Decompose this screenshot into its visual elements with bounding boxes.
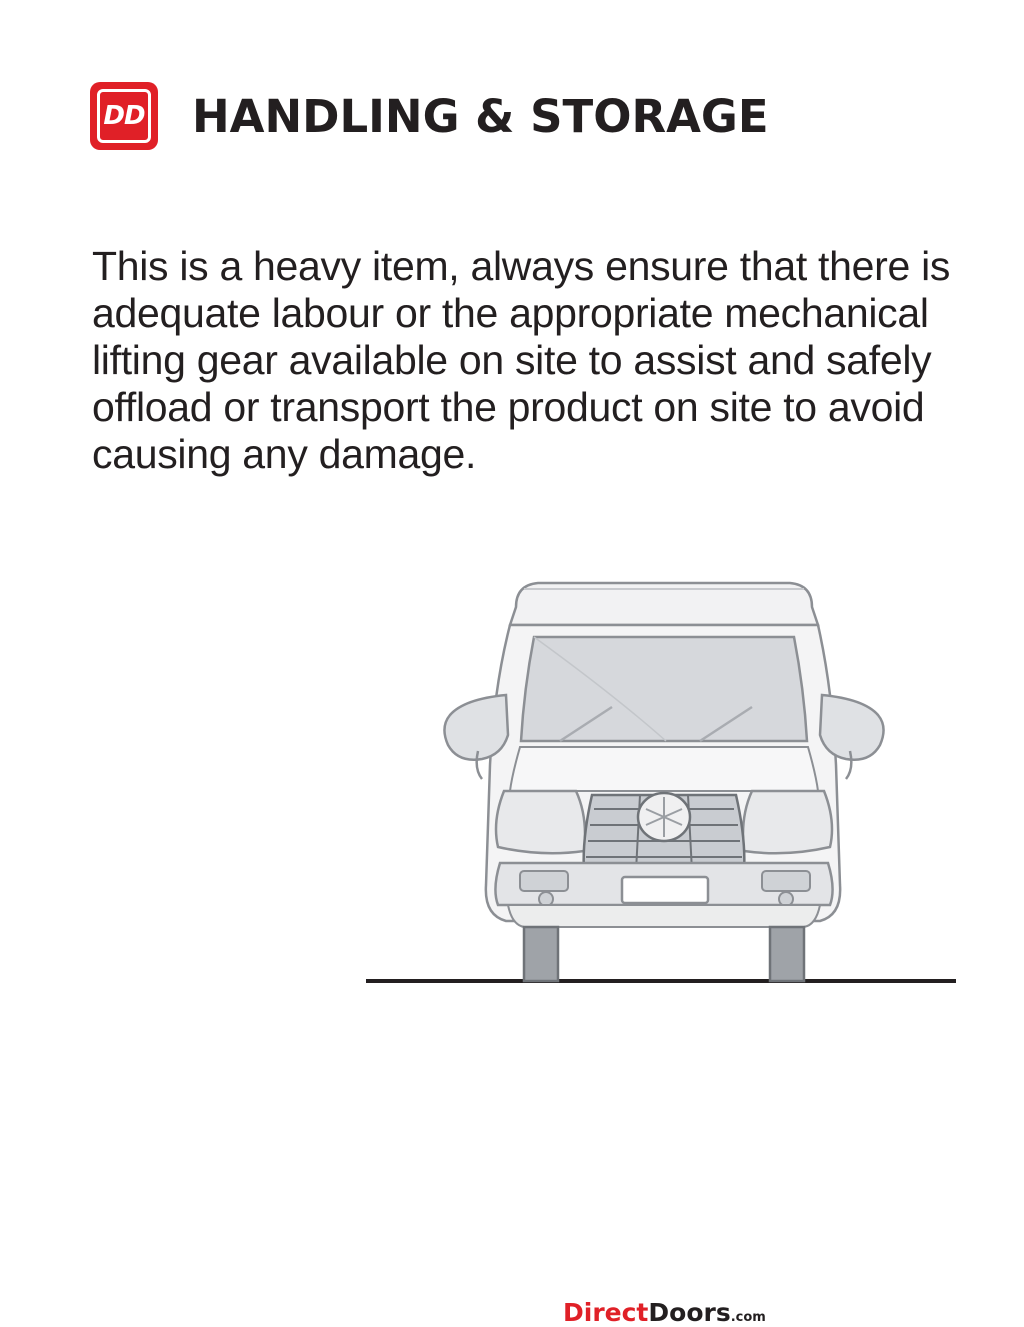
page-header [90, 82, 769, 150]
van-brand-part1: Direct [563, 1298, 649, 1327]
van-brand-part2: Doors [648, 1298, 731, 1327]
van-brand-logo [563, 1300, 766, 1325]
dd-logo-icon [90, 82, 158, 150]
page-title: HANDLING & STORAGE [192, 89, 769, 143]
body-paragraph: This is a heavy item, always ensure that there is adequate labour or the appropriate mechanical lifting gear available on site to assist and safely offload or transport the product on site to avoid causing any damage. [92, 243, 951, 477]
van-brand-part3: .com [730, 1310, 766, 1325]
dd-logo-inner-border [97, 89, 151, 143]
van-svg [0, 545, 1024, 1015]
delivery-van-illustration [0, 545, 1024, 1327]
dd-logo-label: DD [103, 101, 145, 131]
